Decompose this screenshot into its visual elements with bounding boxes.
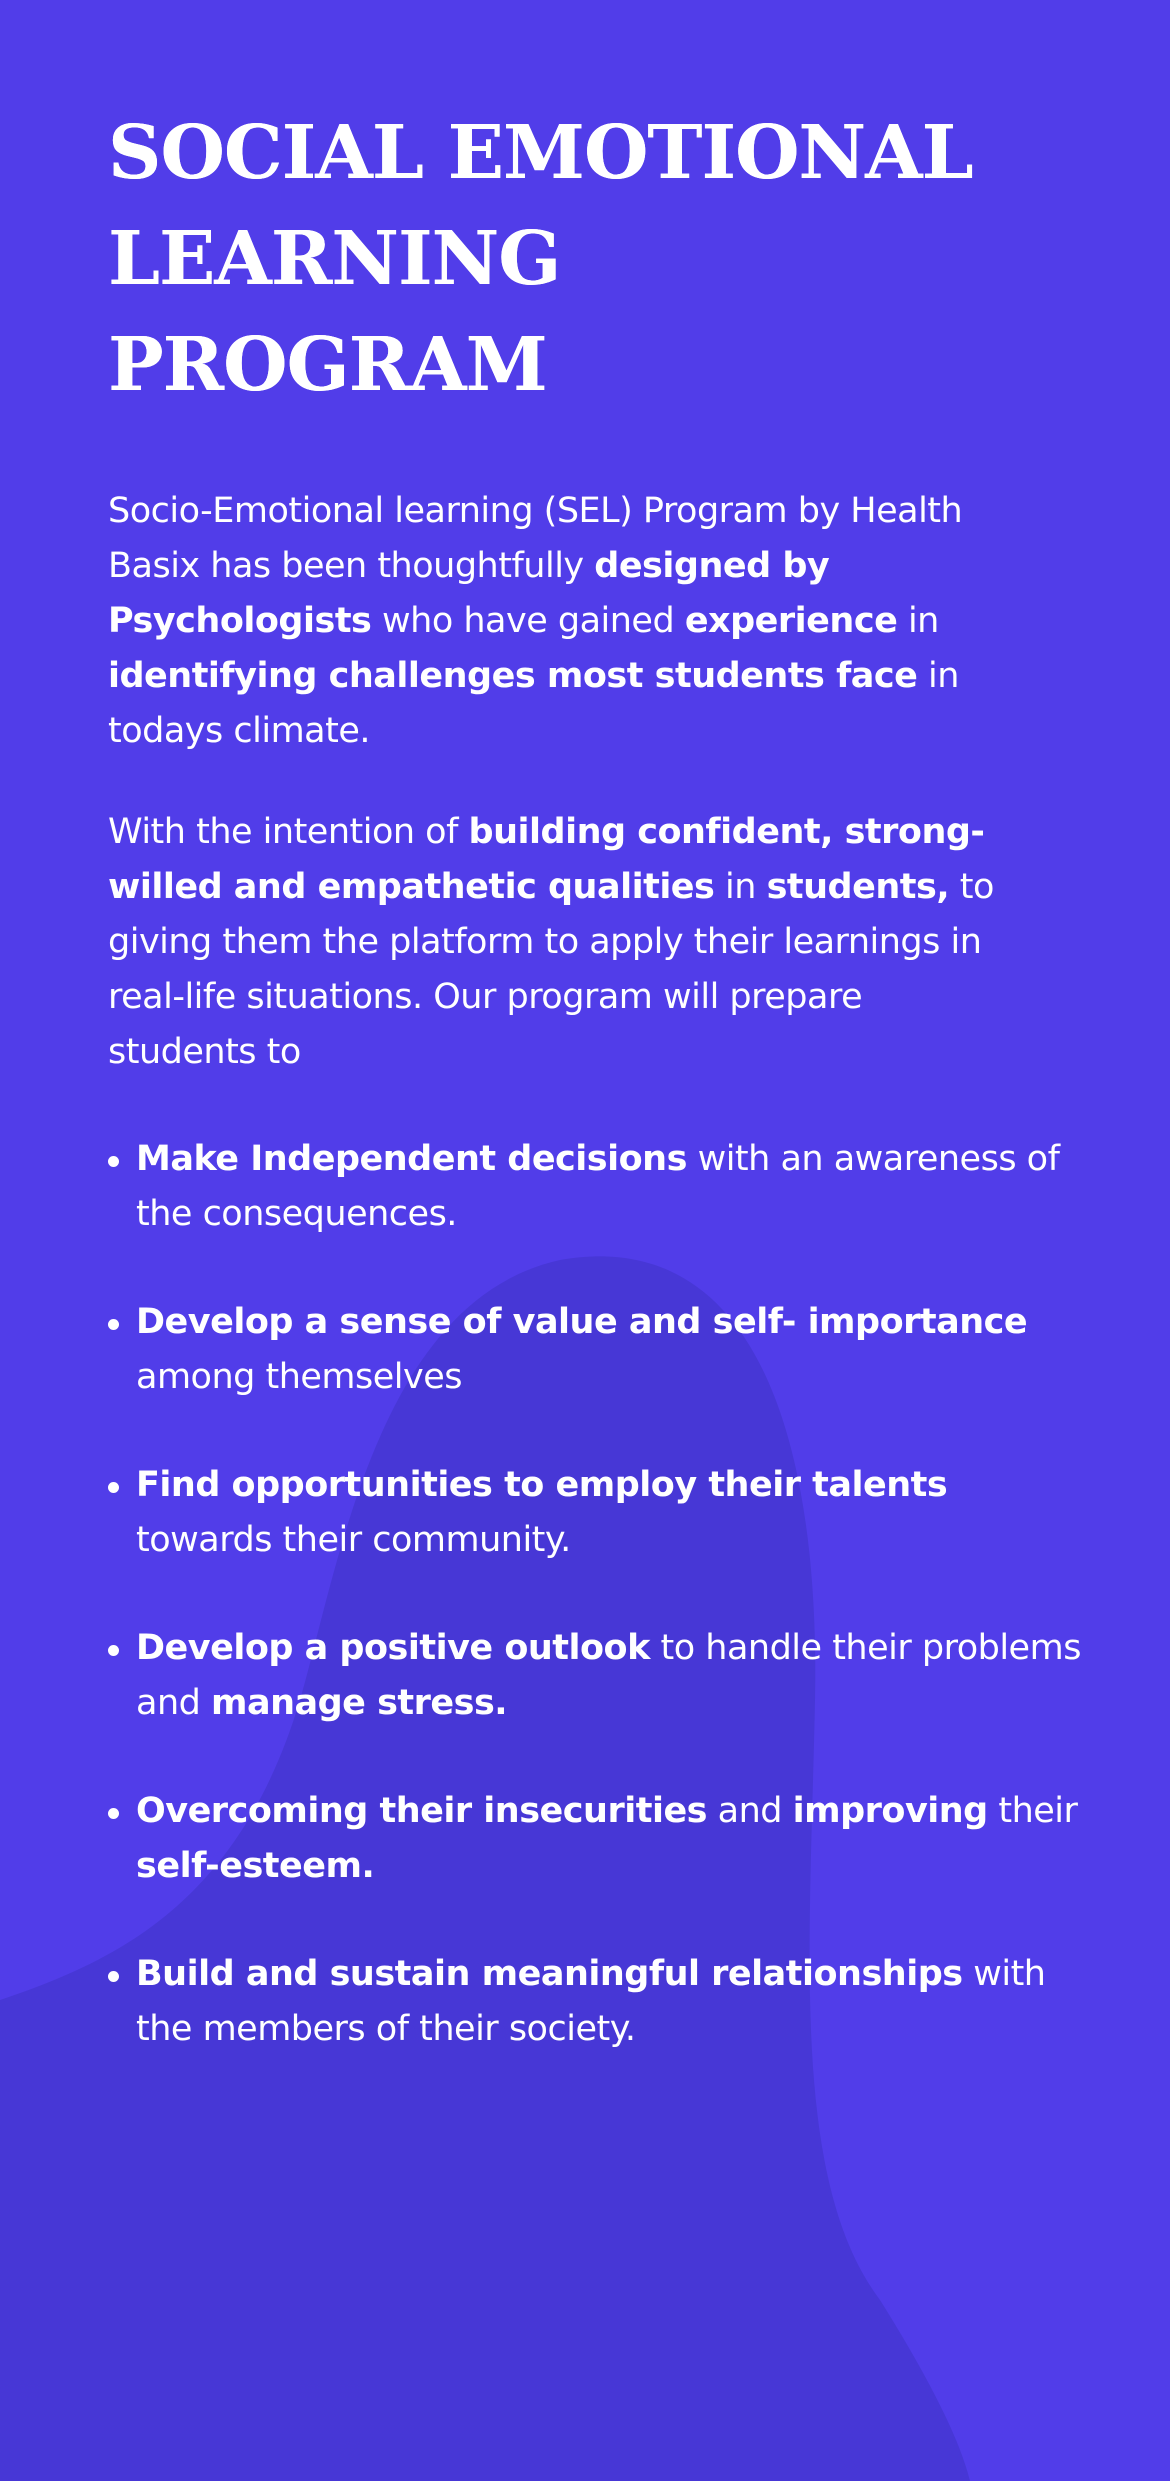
intro-text-2: who have gained bbox=[371, 601, 685, 641]
bullet-text: to handle their problems and bbox=[136, 1628, 1081, 1723]
bullet-bold: Make Independent decisions bbox=[136, 1139, 687, 1179]
intention-text-2: in bbox=[714, 867, 767, 907]
bullet-text: with the members of their society. bbox=[136, 1954, 1046, 2049]
page-title bbox=[108, 100, 1148, 418]
intention-bold-1: building confident, strong-willed and empathetic qualities bbox=[108, 812, 985, 907]
bullet-text: towards their community. bbox=[136, 1520, 571, 1560]
list-item bbox=[108, 1458, 1088, 1568]
bullet-text: and bbox=[707, 1791, 793, 1831]
list-item bbox=[108, 1132, 1088, 1242]
intro-bold-2: experience bbox=[684, 601, 898, 641]
bullet-text-2: their bbox=[987, 1791, 1078, 1831]
intention-text-1: With the intention of bbox=[108, 812, 469, 852]
bullet-bold-2: manage stress. bbox=[210, 1683, 508, 1723]
bullet-bold: Overcoming their insecurities bbox=[136, 1791, 708, 1831]
intro-paragraph bbox=[108, 484, 1008, 759]
title-line-3: PROGRAM bbox=[108, 322, 547, 408]
bullet-text: among themselves bbox=[136, 1357, 462, 1397]
bullet-text: with an awareness of the consequences. bbox=[136, 1139, 1060, 1234]
bullet-bold-2: improving bbox=[792, 1791, 988, 1831]
intro-text-4: in todays climate. bbox=[108, 656, 959, 751]
bullet-bold: Develop a sense of value and self- importance bbox=[136, 1302, 1028, 1342]
intention-text-3: to giving them the platform to apply their learnings in real-life situations. Our program will prepare students to bbox=[108, 867, 994, 1072]
list-item bbox=[108, 1621, 1088, 1731]
bullet-bold: Build and sustain meaningful relationships bbox=[136, 1954, 963, 1994]
bullet-bold-3: self-esteem. bbox=[136, 1846, 375, 1886]
intro-text-3: in bbox=[897, 601, 939, 641]
list-item bbox=[108, 1295, 1088, 1405]
title-line-1: SOCIAL EMOTIONAL bbox=[108, 110, 973, 196]
intention-bold-2: students, bbox=[766, 867, 950, 907]
bullet-bold: Find opportunities to employ their talents bbox=[136, 1465, 948, 1505]
intro-bold-1: designed by Psychologists bbox=[108, 546, 830, 641]
intro-bold-3: identifying challenges most students face bbox=[108, 656, 918, 696]
title-line-2: LEARNING bbox=[108, 216, 561, 302]
outcomes-list bbox=[108, 1132, 1088, 2110]
bullet-bold: Develop a positive outlook bbox=[136, 1628, 650, 1668]
intro-text-1: Socio-Emotional learning (SEL) Program by Health Basix has been thoughtfully bbox=[108, 491, 963, 586]
list-item bbox=[108, 1947, 1088, 2057]
list-item bbox=[108, 1784, 1088, 1894]
intention-paragraph bbox=[108, 805, 1008, 1080]
